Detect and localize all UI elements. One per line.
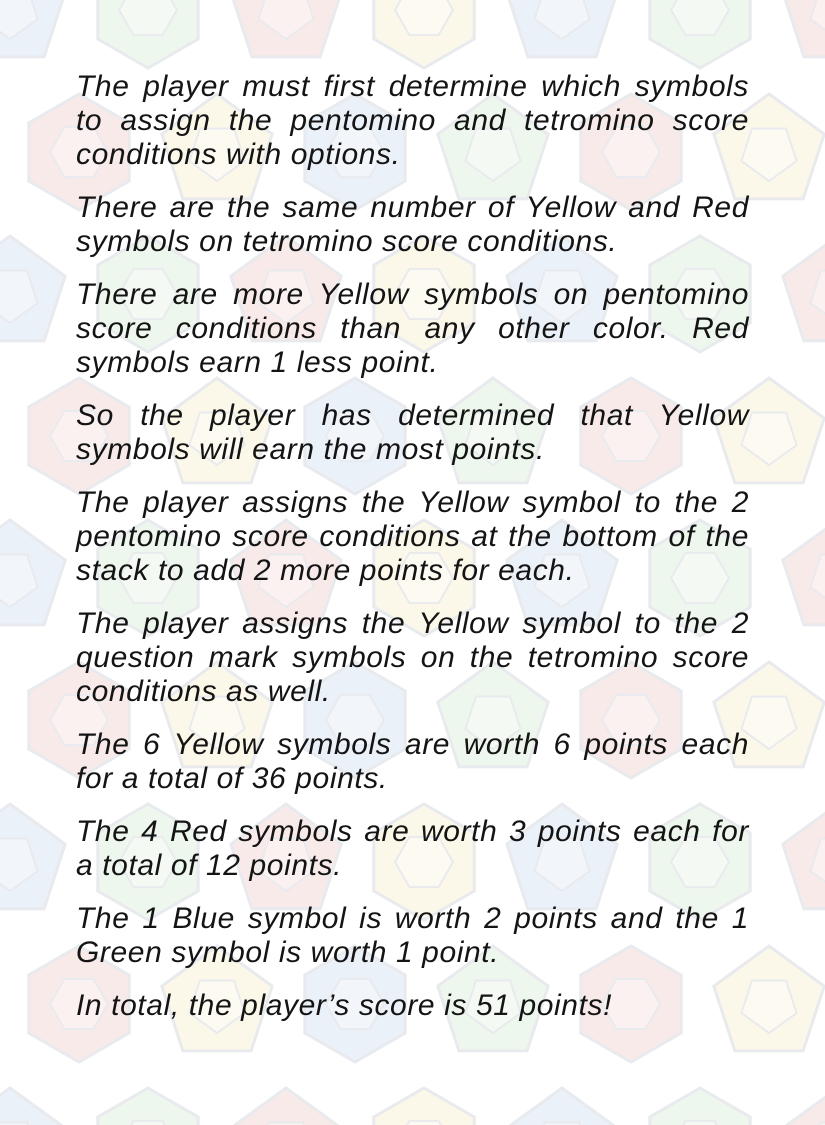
paragraph-determine-symbols: The player must first determine which symbols to assign the pentomino and tetromino score conditions with options. <box>76 70 749 171</box>
paragraph-assign-pentomino: The player assigns the Yellow symbol to the 2 pentomino score conditions at the bottom of the stack to add 2 more points for each. <box>76 486 749 587</box>
paragraph-tetromino-equal: There are the same number of Yellow and Red symbols on tetromino score conditions. <box>76 191 749 258</box>
paragraph-blue-green: The 1 Blue symbol is worth 2 points and the 1 Green symbol is worth 1 point. <box>76 902 749 969</box>
dice-icon <box>374 1088 474 1125</box>
dice-icon <box>783 520 825 625</box>
dice-icon <box>0 236 65 341</box>
dice-icon <box>650 0 750 68</box>
paragraph-yellow-total: The 6 Yellow symbols are worth 6 points each for a total of 36 points. <box>76 728 749 795</box>
dice-icon <box>0 520 65 625</box>
dice-icon <box>0 1088 65 1125</box>
dice-icon <box>783 236 825 341</box>
dice-icon <box>0 804 65 909</box>
dice-icon <box>783 804 825 909</box>
paragraph-yellow-most: So the player has determined that Yellow symbols will earn the most points. <box>76 399 749 466</box>
dice-icon <box>231 0 341 57</box>
paragraph-final-score: In total, the player’s score is 51 points! <box>76 989 613 1022</box>
dice-icon <box>374 0 474 68</box>
instruction-text-column <box>76 70 749 1042</box>
dice-icon <box>98 1088 198 1125</box>
dice-icon <box>783 1088 825 1125</box>
dice-icon <box>98 0 198 68</box>
dice-icon <box>0 0 65 57</box>
paragraph-assign-question-marks: The player assigns the Yellow symbol to the 2 question mark symbols on the tetromino score conditions as well. <box>76 607 749 708</box>
dice-icon <box>507 1088 617 1125</box>
dice-icon <box>231 1088 341 1125</box>
paragraph-red-total: The 4 Red symbols are worth 3 points each for a total of 12 points. <box>76 815 749 882</box>
dice-icon <box>783 0 825 57</box>
dice-icon <box>650 1088 750 1125</box>
dice-icon <box>507 0 617 57</box>
paragraph-pentomino-yellow: There are more Yellow symbols on pentomino score conditions than any other color. Red symbols earn 1 less point. <box>76 278 749 379</box>
